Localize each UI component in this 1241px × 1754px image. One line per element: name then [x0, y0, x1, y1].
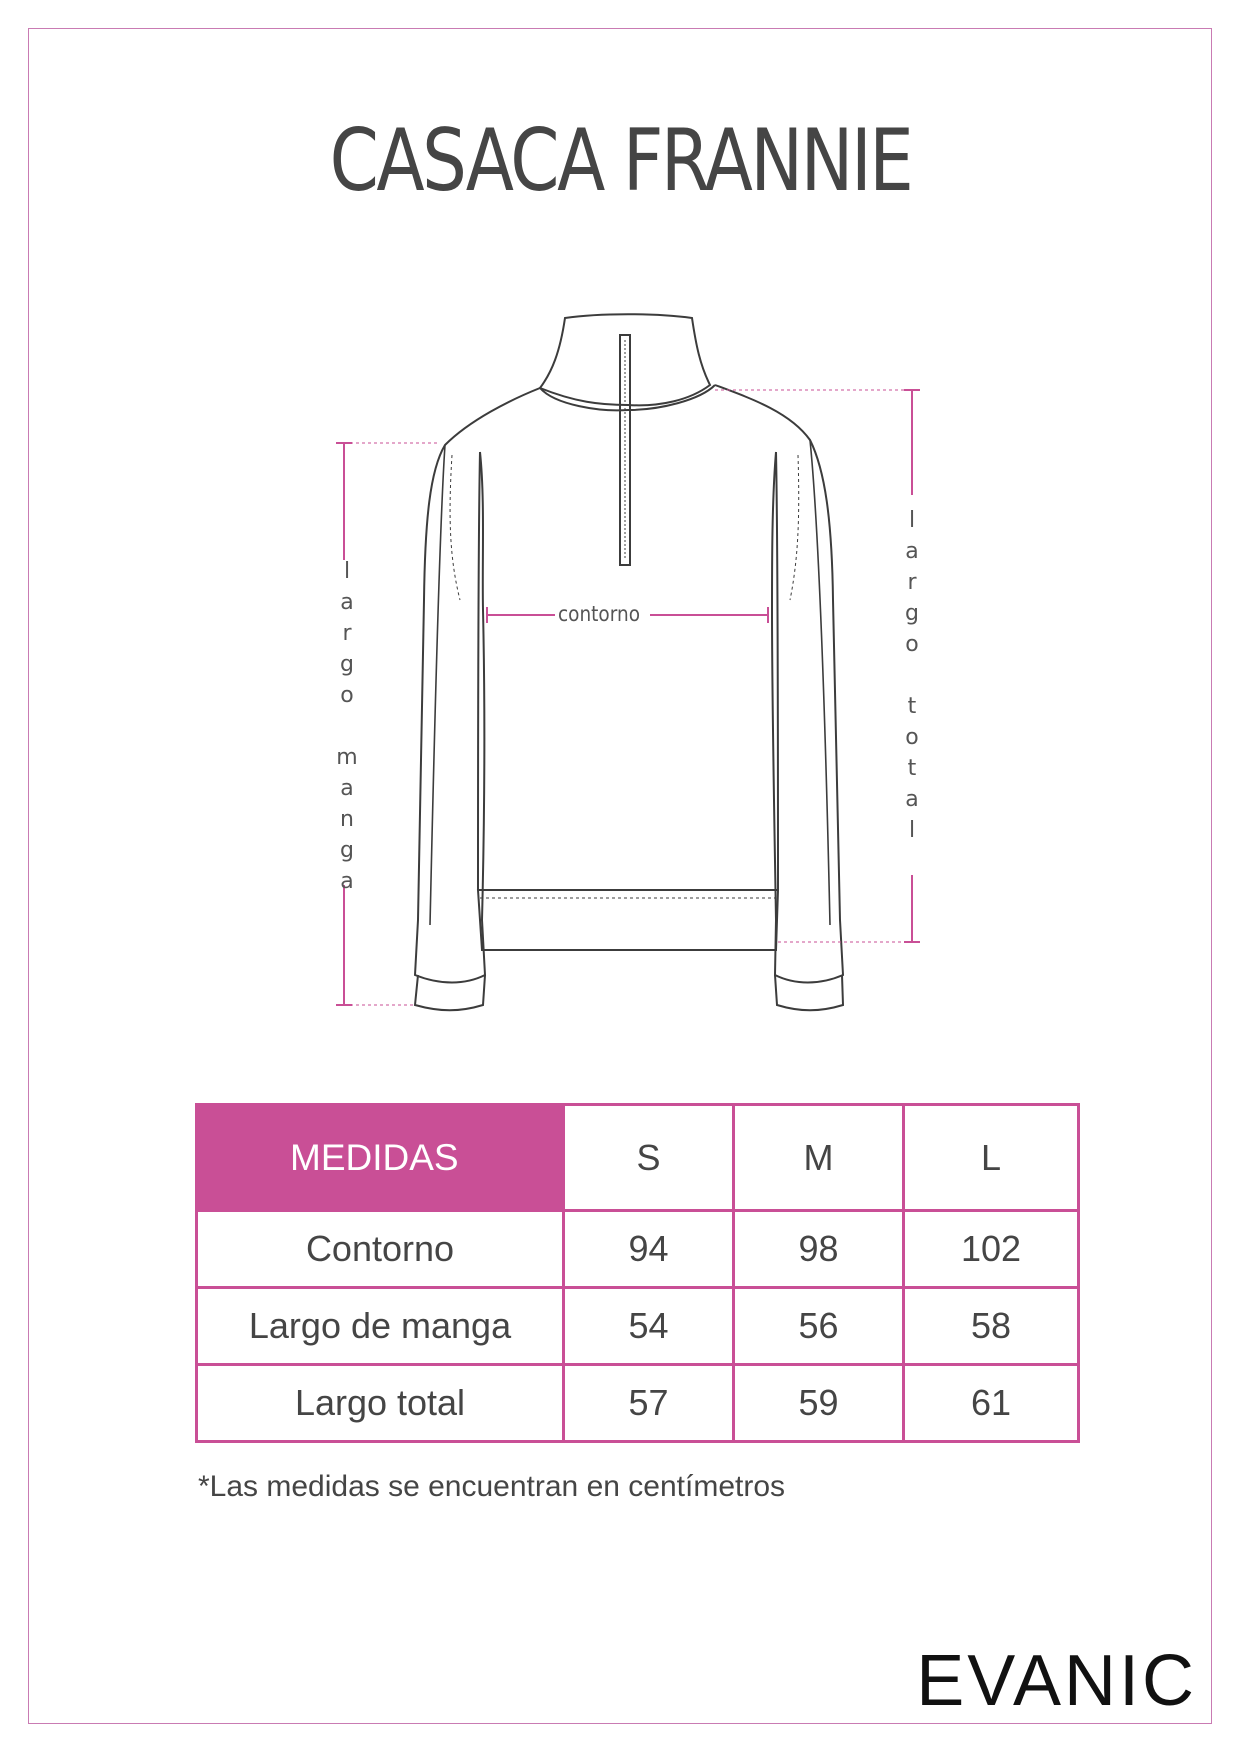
- cell-manga-m: 56: [734, 1288, 904, 1365]
- total-length-label: l a r g o t o t a l: [905, 508, 919, 843]
- cell-total-s: 57: [564, 1365, 734, 1442]
- sleeve-length-label: l a r g o m a n g a: [336, 559, 358, 894]
- cell-contorno-l: 102: [904, 1211, 1079, 1288]
- row-label-contorno: Contorno: [197, 1211, 564, 1288]
- size-header-l: L: [904, 1105, 1079, 1211]
- cell-manga-s: 54: [564, 1288, 734, 1365]
- table-row: [197, 1365, 1079, 1442]
- brand-logo: EVANIC: [916, 1641, 1197, 1721]
- jacket-hem: [478, 890, 778, 950]
- size-header-s: S: [564, 1105, 734, 1211]
- table-header-row: [197, 1105, 1079, 1211]
- cell-total-l: 61: [904, 1365, 1079, 1442]
- cell-total-m: 59: [734, 1365, 904, 1442]
- table-row: [197, 1211, 1079, 1288]
- row-label-largo-manga: Largo de manga: [197, 1288, 564, 1365]
- size-chart-table: [195, 1103, 1080, 1443]
- table-row: [197, 1288, 1079, 1365]
- cell-contorno-m: 98: [734, 1211, 904, 1288]
- cell-contorno-s: 94: [564, 1211, 734, 1288]
- cell-manga-l: 58: [904, 1288, 1079, 1365]
- table-header-medidas: MEDIDAS: [197, 1105, 564, 1211]
- row-label-largo-total: Largo total: [197, 1365, 564, 1442]
- measurement-note: *Las medidas se encuentran en centímetros: [198, 1470, 786, 1503]
- jacket-diagram: [300, 300, 980, 1020]
- size-header-m: M: [734, 1105, 904, 1211]
- page-title: CASACA FRANNIE: [329, 111, 912, 211]
- jacket-body-outline: [540, 314, 710, 405]
- chest-label: contorno: [558, 602, 641, 626]
